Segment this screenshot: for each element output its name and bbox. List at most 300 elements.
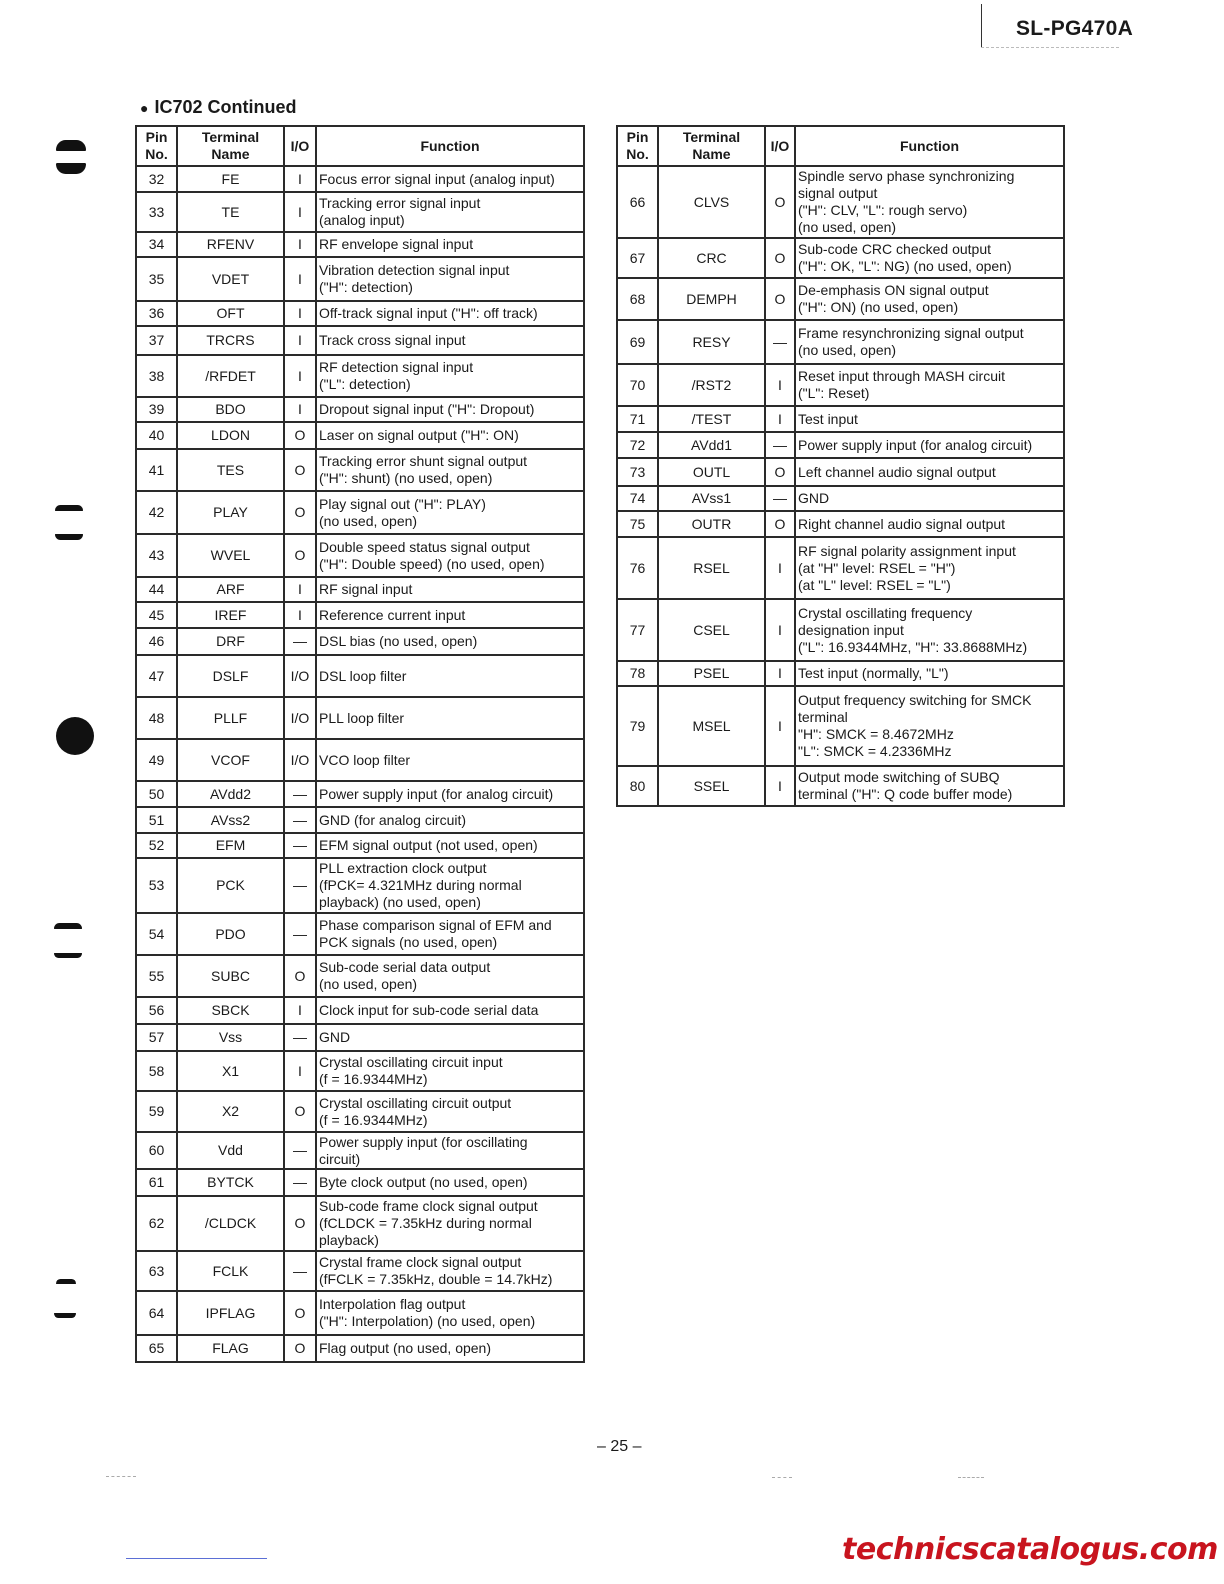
pin-number: 53 bbox=[136, 858, 177, 913]
io-type: O bbox=[284, 955, 316, 997]
pin-number: 44 bbox=[136, 577, 177, 602]
terminal-name: PDO bbox=[177, 913, 284, 955]
pin-table-right-body bbox=[617, 166, 1064, 806]
function-description bbox=[316, 192, 584, 232]
function-description bbox=[795, 406, 1064, 432]
terminal-name: OUTR bbox=[658, 511, 765, 537]
pin-number: 43 bbox=[136, 534, 177, 577]
terminal-name: VDET bbox=[177, 257, 284, 301]
function-description bbox=[316, 166, 584, 192]
function-line: ("H": detection) bbox=[319, 279, 413, 295]
table-row bbox=[136, 913, 584, 955]
header-function: Function bbox=[795, 126, 1064, 166]
terminal-name: IREF bbox=[177, 602, 284, 628]
function-description bbox=[316, 397, 584, 422]
table-row bbox=[136, 422, 584, 449]
function-line: PLL loop filter bbox=[319, 709, 405, 726]
table-header-row bbox=[617, 126, 1064, 166]
function-line: ("H": Double speed) (no used, open) bbox=[319, 555, 545, 572]
terminal-name: AVdd1 bbox=[658, 432, 765, 458]
io-type: I/O bbox=[284, 655, 316, 697]
io-type: I bbox=[284, 355, 316, 397]
function-description bbox=[316, 257, 584, 301]
terminal-name: DRF bbox=[177, 628, 284, 655]
function-line: Interpolation flag output bbox=[319, 1296, 466, 1312]
watermark-link[interactable]: technicscatalogus.com bbox=[842, 1532, 1218, 1567]
pin-number: 50 bbox=[136, 781, 177, 807]
io-type: I/O bbox=[284, 697, 316, 739]
function-line: RF detection signal input bbox=[319, 359, 474, 375]
io-type: I bbox=[284, 577, 316, 602]
function-description bbox=[795, 320, 1064, 364]
table-row bbox=[136, 192, 584, 232]
function-line: DSL loop filter bbox=[319, 667, 407, 684]
pin-number: 55 bbox=[136, 955, 177, 997]
header-io: I/O bbox=[284, 126, 316, 166]
terminal-name: PLLF bbox=[177, 697, 284, 739]
function-description bbox=[316, 1196, 584, 1251]
table-row bbox=[617, 537, 1064, 599]
table-row bbox=[136, 326, 584, 355]
header-function: Function bbox=[316, 126, 584, 166]
function-line: ("L": detection) bbox=[319, 376, 411, 392]
function-line: Off-track signal input ("H": off track) bbox=[319, 305, 538, 321]
terminal-name: TES bbox=[177, 449, 284, 491]
pin-number: 75 bbox=[617, 511, 658, 537]
function-description bbox=[316, 1251, 584, 1291]
table-row bbox=[136, 997, 584, 1024]
function-line: signal output bbox=[798, 185, 878, 201]
pin-number: 51 bbox=[136, 807, 177, 833]
pin-number: 45 bbox=[136, 602, 177, 628]
function-description bbox=[316, 1132, 584, 1169]
function-line: designation input bbox=[798, 621, 904, 638]
table-row bbox=[136, 858, 584, 913]
binder-hole-mark bbox=[56, 717, 94, 755]
model-code: SL-PG470A bbox=[1016, 17, 1134, 40]
terminal-name: BYTCK bbox=[177, 1169, 284, 1196]
io-type: I bbox=[765, 686, 795, 766]
table-row bbox=[136, 232, 584, 257]
pin-number: 57 bbox=[136, 1024, 177, 1051]
table-row bbox=[136, 628, 584, 655]
function-description bbox=[316, 807, 584, 833]
function-description bbox=[795, 766, 1064, 806]
pin-number: 66 bbox=[617, 166, 658, 238]
function-line: Sub-code CRC checked output bbox=[798, 241, 991, 257]
terminal-name: BDO bbox=[177, 397, 284, 422]
function-description bbox=[316, 781, 584, 807]
table-row bbox=[136, 577, 584, 602]
io-type: O bbox=[765, 511, 795, 537]
pin-number: 62 bbox=[136, 1196, 177, 1251]
function-line: playback) (no used, open) bbox=[319, 894, 481, 910]
function-line: Spindle servo phase synchronizing bbox=[798, 168, 1015, 184]
function-description bbox=[316, 232, 584, 257]
io-type: I bbox=[765, 406, 795, 432]
table-row bbox=[617, 320, 1064, 364]
pin-number: 64 bbox=[136, 1291, 177, 1335]
pin-number: 35 bbox=[136, 257, 177, 301]
function-description bbox=[316, 449, 584, 491]
pin-number: 80 bbox=[617, 766, 658, 806]
terminal-name: DSLF bbox=[177, 655, 284, 697]
terminal-name: Vdd bbox=[177, 1132, 284, 1169]
table-row bbox=[136, 1335, 584, 1362]
io-type: I bbox=[284, 192, 316, 232]
function-description bbox=[795, 432, 1064, 458]
function-line: (at "H" level: RSEL = "H") bbox=[798, 559, 956, 576]
pin-number: 60 bbox=[136, 1132, 177, 1169]
table-row bbox=[136, 655, 584, 697]
function-line: (no used, open) bbox=[798, 342, 897, 358]
function-line: Power supply input (for oscillating bbox=[319, 1133, 528, 1150]
table-row bbox=[136, 355, 584, 397]
io-type: — bbox=[284, 781, 316, 807]
function-line: De-emphasis ON signal output bbox=[798, 282, 989, 298]
function-line: circuit) bbox=[319, 1150, 361, 1167]
io-type: O bbox=[284, 491, 316, 534]
io-type: — bbox=[284, 913, 316, 955]
io-type: O bbox=[284, 449, 316, 491]
function-line: terminal ("H": Q code buffer mode) bbox=[798, 786, 1013, 802]
function-line: Crystal frame clock signal output bbox=[319, 1254, 522, 1270]
function-description bbox=[316, 577, 584, 602]
function-line: RF signal input bbox=[319, 581, 413, 597]
table-row bbox=[136, 602, 584, 628]
function-description bbox=[795, 278, 1064, 320]
function-line: (f = 16.9344MHz) bbox=[319, 1071, 428, 1087]
header-pin-no: Pin No. bbox=[136, 126, 177, 166]
function-line: EFM signal output (not used, open) bbox=[319, 837, 538, 853]
binder-hole-mark bbox=[55, 534, 83, 540]
binder-hole-mark bbox=[54, 1313, 76, 1318]
function-line: (analog input) bbox=[319, 212, 405, 228]
scan-artifact bbox=[772, 1477, 792, 1478]
pin-number: 36 bbox=[136, 301, 177, 326]
function-line: Vibration detection signal input bbox=[319, 262, 510, 278]
terminal-name: LDON bbox=[177, 422, 284, 449]
table-row bbox=[136, 1024, 584, 1051]
function-line: (fPCK= 4.321MHz during normal bbox=[319, 877, 522, 893]
io-type: I bbox=[765, 364, 795, 406]
pin-number: 56 bbox=[136, 997, 177, 1024]
header-terminal-name: Terminal Name bbox=[177, 126, 284, 166]
terminal-name: CRC bbox=[658, 238, 765, 278]
function-line: ("L": 16.9344MHz, "H": 33.8688MHz) bbox=[798, 638, 1028, 655]
terminal-name: SUBC bbox=[177, 955, 284, 997]
table-row bbox=[617, 511, 1064, 537]
function-line: GND bbox=[319, 1029, 351, 1045]
function-line: Reference current input bbox=[319, 606, 466, 623]
function-line: Clock input for sub-code serial data bbox=[319, 1002, 539, 1018]
terminal-name: MSEL bbox=[658, 686, 765, 766]
table-row bbox=[136, 301, 584, 326]
table-row bbox=[136, 781, 584, 807]
terminal-name: Vss bbox=[177, 1024, 284, 1051]
function-description bbox=[316, 697, 584, 739]
table-row bbox=[136, 833, 584, 858]
pin-number: 63 bbox=[136, 1251, 177, 1291]
function-description bbox=[316, 833, 584, 858]
pin-number: 71 bbox=[617, 406, 658, 432]
function-description bbox=[316, 1091, 584, 1132]
pin-number: 69 bbox=[617, 320, 658, 364]
table-row bbox=[136, 491, 584, 534]
function-line: (fFCLK = 7.35kHz, double = 14.7kHz) bbox=[319, 1271, 553, 1287]
table-row bbox=[617, 364, 1064, 406]
table-row bbox=[617, 661, 1064, 686]
io-type: O bbox=[284, 534, 316, 577]
terminal-name: CLVS bbox=[658, 166, 765, 238]
function-line: Test input (normally, "L") bbox=[798, 665, 949, 681]
io-type: I bbox=[284, 997, 316, 1024]
pin-number: 34 bbox=[136, 232, 177, 257]
binder-hole-mark bbox=[55, 505, 83, 511]
function-line: GND bbox=[798, 490, 830, 506]
table-row bbox=[136, 955, 584, 997]
pin-number: 52 bbox=[136, 833, 177, 858]
function-line: Double speed status signal output bbox=[319, 538, 530, 555]
table-row bbox=[617, 238, 1064, 278]
function-description bbox=[316, 1291, 584, 1335]
table-row bbox=[136, 1169, 584, 1196]
scan-artifact bbox=[958, 1477, 984, 1478]
terminal-name: /RFDET bbox=[177, 355, 284, 397]
function-description bbox=[795, 166, 1064, 238]
pin-number: 68 bbox=[617, 278, 658, 320]
function-line: (at "L" level: RSEL = "L") bbox=[798, 576, 951, 593]
pin-number: 40 bbox=[136, 422, 177, 449]
function-line: "L": SMCK = 4.2336MHz bbox=[798, 743, 952, 759]
header-pin-no: Pin No. bbox=[617, 126, 658, 166]
section-title bbox=[140, 97, 296, 118]
terminal-name: ARF bbox=[177, 577, 284, 602]
section-title-text: IC702 Continued bbox=[154, 97, 297, 117]
io-type: — bbox=[765, 320, 795, 364]
table-row bbox=[617, 686, 1064, 766]
binder-hole-mark bbox=[56, 140, 86, 151]
function-line: playback) bbox=[319, 1232, 379, 1248]
io-type: I bbox=[284, 257, 316, 301]
terminal-name: OFT bbox=[177, 301, 284, 326]
function-description bbox=[316, 1169, 584, 1196]
terminal-name: SBCK bbox=[177, 997, 284, 1024]
pin-number: 77 bbox=[617, 599, 658, 661]
function-description bbox=[795, 686, 1064, 766]
terminal-name: PLAY bbox=[177, 491, 284, 534]
io-type: O bbox=[284, 422, 316, 449]
function-line: Output mode switching of SUBQ bbox=[798, 769, 1000, 785]
binder-hole-mark bbox=[54, 923, 82, 929]
table-row bbox=[617, 166, 1064, 238]
io-type: O bbox=[284, 1291, 316, 1335]
pin-number: 49 bbox=[136, 739, 177, 781]
function-description bbox=[316, 534, 584, 577]
table-row bbox=[136, 697, 584, 739]
io-type: I bbox=[284, 397, 316, 422]
terminal-name: WVEL bbox=[177, 534, 284, 577]
table-row bbox=[136, 739, 584, 781]
function-line: Tracking error signal input bbox=[319, 195, 481, 211]
function-description bbox=[795, 537, 1064, 599]
header-io: I/O bbox=[765, 126, 795, 166]
function-line: Sub-code serial data output bbox=[319, 959, 491, 975]
io-type: I bbox=[765, 599, 795, 661]
function-description bbox=[316, 326, 584, 355]
io-type: I bbox=[284, 326, 316, 355]
pin-table-left bbox=[135, 125, 585, 1363]
header-terminal-name: Terminal Name bbox=[658, 126, 765, 166]
io-type: — bbox=[284, 1024, 316, 1051]
function-line: Frame resynchronizing signal output bbox=[798, 325, 1024, 341]
pin-number: 42 bbox=[136, 491, 177, 534]
table-row bbox=[136, 1132, 584, 1169]
table-row bbox=[136, 1091, 584, 1132]
terminal-name: VCOF bbox=[177, 739, 284, 781]
function-line: ("H": OK, "L": NG) (no used, open) bbox=[798, 258, 1012, 274]
function-description bbox=[316, 301, 584, 326]
pin-table-left-body bbox=[136, 166, 584, 1362]
function-line: GND (for analog circuit) bbox=[319, 811, 467, 828]
io-type: I bbox=[765, 661, 795, 686]
function-description bbox=[316, 628, 584, 655]
terminal-name: PCK bbox=[177, 858, 284, 913]
function-description bbox=[795, 364, 1064, 406]
pin-number: 37 bbox=[136, 326, 177, 355]
page-number: – 25 – bbox=[597, 1438, 642, 1455]
function-description bbox=[316, 955, 584, 997]
terminal-name: FCLK bbox=[177, 1251, 284, 1291]
terminal-name: SSEL bbox=[658, 766, 765, 806]
function-description bbox=[316, 422, 584, 449]
terminal-name: /CLDCK bbox=[177, 1196, 284, 1251]
io-type: I bbox=[284, 232, 316, 257]
function-description bbox=[316, 1024, 584, 1051]
function-line: ("H": CLV, "L": rough servo) bbox=[798, 202, 968, 218]
table-row bbox=[617, 278, 1064, 320]
io-type: O bbox=[284, 1196, 316, 1251]
table-row bbox=[136, 1196, 584, 1251]
function-description bbox=[795, 238, 1064, 278]
io-type: — bbox=[765, 432, 795, 458]
io-type: O bbox=[765, 278, 795, 320]
function-line: VCO loop filter bbox=[319, 751, 411, 768]
terminal-name: RFENV bbox=[177, 232, 284, 257]
function-description bbox=[795, 458, 1064, 486]
pin-number: 76 bbox=[617, 537, 658, 599]
io-type: O bbox=[765, 238, 795, 278]
pin-number: 78 bbox=[617, 661, 658, 686]
table-row bbox=[136, 257, 584, 301]
pin-number: 59 bbox=[136, 1091, 177, 1132]
function-line: PLL extraction clock output bbox=[319, 860, 487, 876]
function-description bbox=[795, 486, 1064, 511]
function-line: Sub-code frame clock signal output bbox=[319, 1198, 538, 1214]
io-type: — bbox=[284, 807, 316, 833]
table-row bbox=[136, 166, 584, 192]
io-type: I bbox=[284, 602, 316, 628]
terminal-name: AVss2 bbox=[177, 807, 284, 833]
io-type: O bbox=[284, 1335, 316, 1362]
pin-number: 38 bbox=[136, 355, 177, 397]
function-description bbox=[795, 511, 1064, 537]
function-line: Focus error signal input (analog input) bbox=[319, 170, 555, 187]
table-row bbox=[136, 1051, 584, 1091]
terminal-name: X1 bbox=[177, 1051, 284, 1091]
terminal-name: AVss1 bbox=[658, 486, 765, 511]
pin-number: 33 bbox=[136, 192, 177, 232]
function-line: RF signal polarity assignment input bbox=[798, 542, 1016, 559]
pin-number: 47 bbox=[136, 655, 177, 697]
binder-hole-mark bbox=[56, 163, 86, 174]
function-line: ("H": shunt) (no used, open) bbox=[319, 470, 493, 486]
pin-number: 67 bbox=[617, 238, 658, 278]
function-description bbox=[316, 655, 584, 697]
function-line: ("H": Interpolation) (no used, open) bbox=[319, 1313, 536, 1329]
function-line: RF envelope signal input bbox=[319, 236, 474, 252]
table-row bbox=[617, 458, 1064, 486]
function-line: terminal bbox=[798, 709, 848, 725]
io-type: — bbox=[284, 1169, 316, 1196]
terminal-name: FE bbox=[177, 166, 284, 192]
io-type: — bbox=[284, 858, 316, 913]
terminal-name: /TEST bbox=[658, 406, 765, 432]
function-description bbox=[316, 1335, 584, 1362]
terminal-name: TRCRS bbox=[177, 326, 284, 355]
terminal-name: PSEL bbox=[658, 661, 765, 686]
table-row bbox=[136, 807, 584, 833]
terminal-name: DEMPH bbox=[658, 278, 765, 320]
table-row bbox=[136, 1291, 584, 1335]
table-row bbox=[136, 397, 584, 422]
function-description bbox=[316, 491, 584, 534]
function-line: Tracking error shunt signal output bbox=[319, 453, 528, 469]
function-line: Play signal out ("H": PLAY) bbox=[319, 495, 486, 512]
terminal-name: /RST2 bbox=[658, 364, 765, 406]
function-line: Track cross signal input bbox=[319, 332, 466, 348]
table-row bbox=[136, 534, 584, 577]
binder-hole-mark bbox=[54, 953, 82, 958]
io-type: O bbox=[765, 458, 795, 486]
pin-number: 39 bbox=[136, 397, 177, 422]
pin-number: 73 bbox=[617, 458, 658, 486]
function-line: Dropout signal input ("H": Dropout) bbox=[319, 401, 535, 417]
function-description bbox=[795, 661, 1064, 686]
scan-artifact bbox=[106, 1476, 136, 1477]
footer-rule bbox=[126, 1558, 267, 1559]
io-type: I/O bbox=[284, 739, 316, 781]
table-header-row bbox=[136, 126, 584, 166]
function-line: (no used, open) bbox=[798, 219, 897, 235]
function-line: Left channel audio signal output bbox=[798, 463, 996, 480]
function-line: Flag output (no used, open) bbox=[319, 1340, 492, 1356]
table-row bbox=[136, 1251, 584, 1291]
terminal-name: AVdd2 bbox=[177, 781, 284, 807]
header-divider bbox=[981, 4, 982, 48]
function-description bbox=[316, 913, 584, 955]
pin-number: 74 bbox=[617, 486, 658, 511]
terminal-name: CSEL bbox=[658, 599, 765, 661]
terminal-name: RESY bbox=[658, 320, 765, 364]
function-line: Power supply input (for analog circuit) bbox=[319, 785, 554, 802]
function-line: Laser on signal output ("H": ON) bbox=[319, 427, 519, 443]
function-line: PCK signals (no used, open) bbox=[319, 934, 498, 950]
pin-number: 72 bbox=[617, 432, 658, 458]
io-type: — bbox=[284, 833, 316, 858]
function-description bbox=[316, 858, 584, 913]
function-line: (no used, open) bbox=[319, 976, 418, 992]
